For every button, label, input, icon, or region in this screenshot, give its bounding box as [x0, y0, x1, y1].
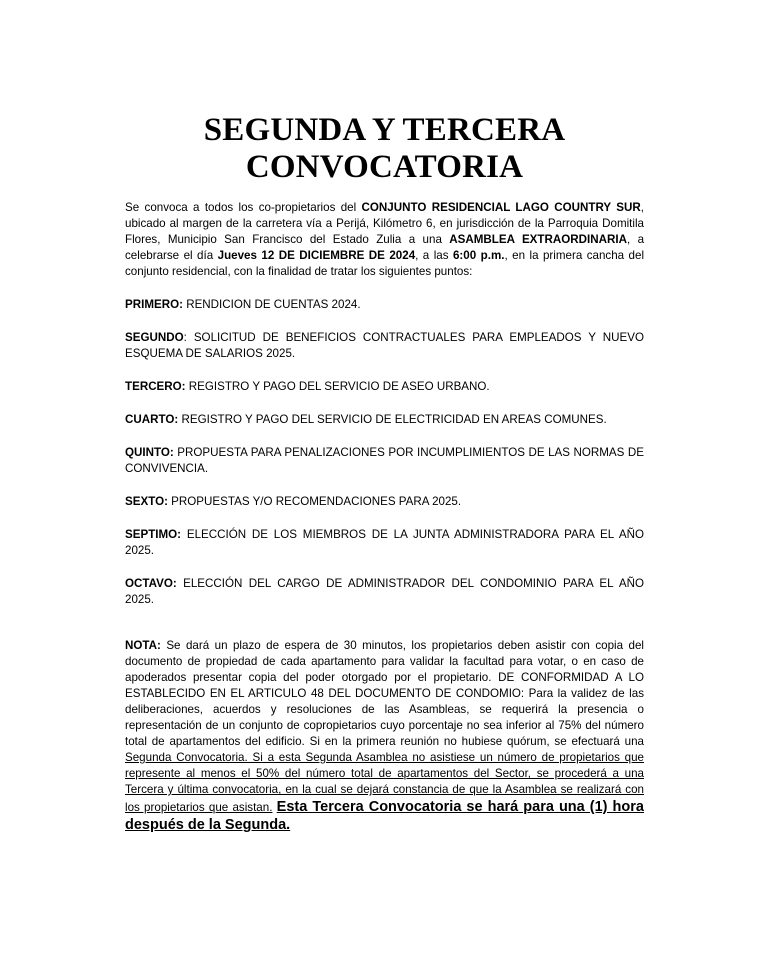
agenda-item: [125, 576, 644, 608]
agenda-item: [125, 445, 644, 477]
agenda-item-label: OCTAVO:: [125, 577, 177, 590]
nota-text: Se dará un plazo de espera de 30 minutos, los propietarios deben asistir con copia del documento de propiedad de cada apartamento para validar la facultad para votar, o en caso de apoderados presentar copia del poder otorgado por el propietario. DE CONFORMIDAD A LO ESTABLECIDO EN EL ARTICULO 48 DEL DOCUMENTO DE CONDOMIO: Para la validez de las deliberaciones, acuerdos y resoluciones de las Asambleas, se requerirá la presencia o representación de un conjunto de copropietarios cuyo porcentaje no sea inferior al 75% del número total de apartamentos del edificio. Si en la primera reunión no hubiese quórum, se efectuará una: [125, 639, 644, 748]
intro-text: , a celebrarse el día: [125, 233, 645, 262]
agenda-item-label: SEXTO:: [125, 495, 168, 508]
agenda-item: [125, 330, 644, 362]
intro-text: , en la primera cancha del conjunto residencial, con la finalidad de tratar los siguientes puntos:: [125, 249, 645, 278]
nota-underlined-text: Segunda Convocatoria. Si a esta Segunda Asamblea no asistiese un número de propietarios que represente al menos el 50% del número total de apartamentos del Sector, se procederá a una Tercera y última convocatoria, en la cual se dejará constancia de que la Asamblea se realizará con los propietarios que asistan.: [125, 751, 644, 814]
assembly-date: Jueves 12 DE DICIEMBRE DE 2024: [217, 249, 416, 262]
intro-text: , a las: [415, 249, 453, 262]
agenda-item-text: ELECCIÓN DEL CARGO DE ADMINISTRADOR DEL CONDOMINIO PARA EL AÑO 2025.: [125, 577, 644, 606]
agenda-item-text: REGISTRO Y PAGO DEL SERVICIO DE ASEO URBANO.: [185, 380, 490, 393]
intro-text: Se convoca a todos los co-propietarios del: [125, 201, 362, 214]
agenda-item-text: REGISTRO Y PAGO DEL SERVICIO DE ELECTRICIDAD EN AREAS COMUNES.: [178, 413, 607, 426]
agenda-item: [125, 412, 644, 428]
agenda-item-text: : SOLICITUD DE BENEFICIOS CONTRACTUALES PARA EMPLEADOS Y NUEVO ESQUEMA DE SALARIOS 2025.: [125, 331, 644, 360]
third-call-notice: Esta Tercera Convocatoria se hará para una (1) hora después de la Segunda.: [125, 799, 644, 833]
assembly-type: ASAMBLEA EXTRAORDINARIA: [449, 233, 627, 246]
agenda-item-label: SEGUNDO: [125, 331, 184, 344]
agenda-item-label: TERCERO:: [125, 380, 186, 393]
agenda-item: [125, 379, 644, 395]
agenda-item-text: ELECCIÓN DE LOS MIEMBROS DE LA JUNTA ADMINISTRADORA PARA EL AÑO 2025.: [125, 528, 644, 557]
title-line-2: CONVOCATORIA: [245, 149, 524, 185]
complex-name: CONJUNTO RESIDENCIAL LAGO COUNTRY SUR: [361, 201, 641, 214]
agenda-item: [125, 297, 644, 313]
title-line-1: SEGUNDA Y TERCERA: [203, 112, 566, 148]
agenda-item-text: PROPUESTAS Y/O RECOMENDACIONES PARA 2025.: [167, 495, 462, 508]
agenda-item-label: QUINTO:: [125, 446, 174, 459]
assembly-time: 6:00 p.m.: [452, 249, 505, 262]
agenda-item-label: SEPTIMO:: [125, 528, 182, 541]
agenda-item-label: CUARTO:: [125, 413, 179, 426]
agenda-item-text: RENDICION DE CUENTAS 2024.: [182, 298, 361, 311]
agenda-item-label: PRIMERO:: [125, 298, 183, 311]
nota-paragraph: [125, 638, 644, 834]
nota-label: NOTA:: [125, 639, 161, 652]
document-title: [125, 112, 644, 186]
intro-paragraph: [125, 200, 644, 280]
agenda-item: [125, 494, 644, 510]
intro-text: , ubicado al margen de la carretera vía a Perijá, Kilómetro 6, en jurisdicción de la Parroquia Domitila Flores, Municipio San Francisco del Estado Zulia a una: [125, 201, 644, 246]
agenda-item: [125, 527, 644, 559]
agenda-item-text: PROPUESTA PARA PENALIZACIONES POR INCUMPLIMIENTOS DE LAS NORMAS DE CONVIVENCIA.: [125, 446, 644, 475]
